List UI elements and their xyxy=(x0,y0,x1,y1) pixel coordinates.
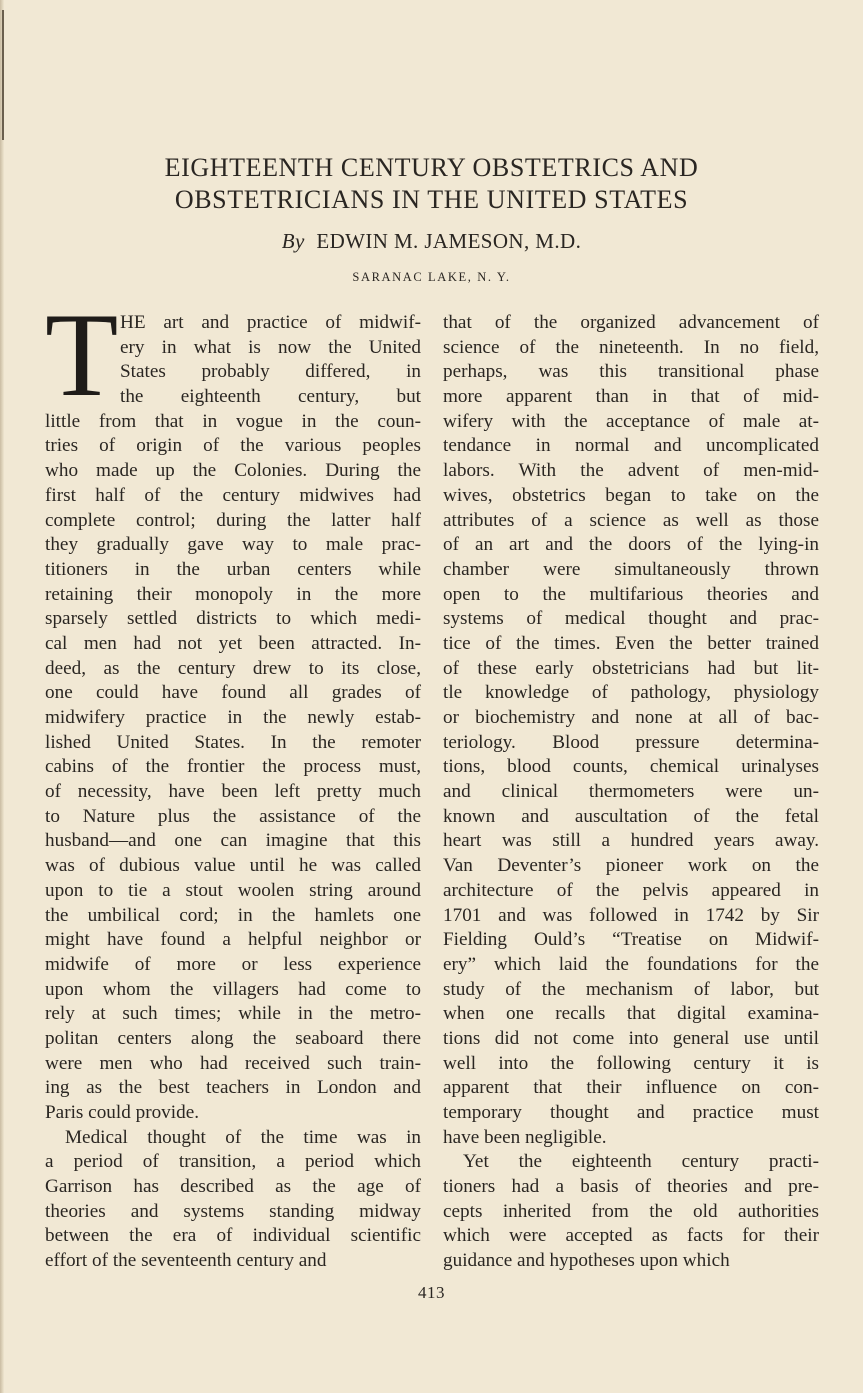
text-line: of an art and the doors of the lying-in xyxy=(443,534,819,556)
text-line: tions did not come into general use until xyxy=(443,1027,819,1049)
text-line: politan centers along the seaboard there xyxy=(45,1027,421,1049)
text-line: or biochemistry and none at all of bac- xyxy=(443,707,819,728)
text-line: HE art and practice of midwif- xyxy=(120,312,421,333)
right-column-text xyxy=(443,311,819,1274)
text-line: labors. With the advent of men-mid- xyxy=(443,460,819,482)
text-line: little from that in vogue in the coun- xyxy=(45,410,421,432)
text-line: when one recalls that digital examina- xyxy=(443,1003,819,1025)
text-line: complete control; during the latter half xyxy=(45,509,421,531)
byline-prefix: By xyxy=(281,229,305,253)
text-line: and clinical thermometers were un- xyxy=(443,781,819,803)
author-name: EDWIN M. JAMESON, M.D. xyxy=(316,229,582,253)
text-line: a period of transition, a period which xyxy=(45,1151,421,1173)
text-line: Paris could provide. xyxy=(45,1102,200,1123)
text-line: wives, obstetrics began to take on the xyxy=(443,484,819,506)
text-line: States probably differed, in xyxy=(120,361,421,383)
text-line: architecture of the pelvis appeared in xyxy=(443,879,819,901)
text-line: midwifery practice in the newly estab- xyxy=(45,707,421,728)
text-line: tions, blood counts, chemical urinalyses xyxy=(443,756,819,778)
text-line: science of the nineteenth. In no field, xyxy=(443,336,819,358)
text-line: was of dubious value until he was called xyxy=(45,855,421,877)
text-line: apparent that their influence on con- xyxy=(443,1077,819,1099)
text-line: one could have found all grades of xyxy=(45,682,421,704)
text-line: tice of the times. Even the better trained xyxy=(443,632,819,654)
text-line: tendance in normal and uncomplicated xyxy=(443,435,819,457)
text-line: sparsely settled districts to which medi- xyxy=(45,608,421,630)
text-line: guidance and hypotheses upon which xyxy=(443,1250,730,1272)
text-line: heart was still a hundred years away. xyxy=(443,830,819,852)
article-title-line-1: EIGHTEENTH CENTURY OBSTETRICS AND xyxy=(164,153,699,182)
text-line: known and auscultation of the fetal xyxy=(443,805,819,827)
binding-mark xyxy=(2,10,4,140)
text-line: deed, as the century drew to its close, xyxy=(45,657,421,679)
article-title-line-2: OBSTETRICIANS IN THE UNITED STATES xyxy=(174,185,689,214)
text-line: perhaps, was this transitional phase xyxy=(443,361,819,383)
text-line: ing as the best teachers in London and xyxy=(45,1077,421,1099)
page-number: 413 xyxy=(418,1283,445,1302)
text-line: to Nature plus the assistance of the xyxy=(45,805,421,827)
text-line: of these early obstetricians had but lit- xyxy=(443,657,819,679)
text-line: the umbilical cord; in the hamlets one xyxy=(45,904,421,926)
author-location: SARANAC LAKE, N. Y. xyxy=(352,270,511,284)
text-line: tries of origin of the various peoples xyxy=(45,435,421,457)
text-line: retaining their monopoly in the more xyxy=(45,583,421,605)
text-line: effort of the seventeenth century and xyxy=(45,1250,327,1272)
text-line: systems of medical thought and prac- xyxy=(443,608,819,630)
text-line: have been negligible. xyxy=(443,1126,607,1148)
text-line: that of the organized advancement of xyxy=(443,312,819,333)
text-line: tle knowledge of pathology, physiology xyxy=(443,682,819,704)
text-line: upon whom the villagers had come to xyxy=(45,978,421,1000)
text-line: rely at such times; while in the metro- xyxy=(45,1003,421,1025)
text-line: well into the following century it is xyxy=(443,1052,819,1074)
text-line: the eighteenth century, but xyxy=(120,386,421,408)
text-line: more apparent than in that of mid- xyxy=(443,386,819,408)
text-line: which were accepted as facts for their xyxy=(443,1225,819,1247)
byline xyxy=(0,229,863,254)
text-line: lished United States. In the remoter xyxy=(45,731,421,753)
text-line: husband—and one can imagine that this xyxy=(45,830,421,852)
text-line: Van Deventer’s pioneer work on the xyxy=(443,855,819,877)
text-line: 1701 and was followed in 1742 by Sir xyxy=(443,904,819,926)
text-line: who made up the Colonies. During the xyxy=(45,460,421,482)
text-line: Fielding Ould’s “Treatise on Midwif- xyxy=(443,929,819,951)
text-line: Garrison has described as the age of xyxy=(45,1176,421,1198)
text-line: were men who had received such train- xyxy=(45,1052,421,1074)
text-line: cepts inherited from the old authorities xyxy=(443,1200,819,1222)
drop-cap-letter: T xyxy=(45,288,119,421)
text-line: Medical thought of the time was in xyxy=(65,1126,421,1148)
text-line: between the era of individual scientific xyxy=(45,1225,421,1247)
text-line: temporary thought and practice must xyxy=(443,1102,819,1123)
text-line: chamber were simultaneously thrown xyxy=(443,558,819,580)
text-line: wifery with the acceptance of male at- xyxy=(443,410,819,432)
text-line: ery in what is now the United xyxy=(120,336,421,358)
text-line: open to the multifarious theories and xyxy=(443,583,819,605)
text-line: might have found a helpful neighbor or xyxy=(45,929,421,951)
text-line: cal men had not yet been attracted. In- xyxy=(45,632,421,654)
text-line: cabins of the frontier the process must, xyxy=(45,756,421,778)
text-line: they gradually gave way to male prac- xyxy=(45,534,421,556)
text-line: teriology. Blood pressure determina- xyxy=(443,731,819,753)
text-line: upon to tie a stout woolen string around xyxy=(45,879,421,901)
text-line: theories and systems standing midway xyxy=(45,1200,421,1222)
text-line: of necessity, have been left pretty much xyxy=(45,781,421,803)
left-column-text xyxy=(45,288,421,1274)
text-line: study of the mechanism of labor, but xyxy=(443,978,819,1000)
text-line: attributes of a science as well as those xyxy=(443,509,819,531)
text-line: ery” which laid the foundations for the xyxy=(443,953,819,975)
text-line: midwife of more or less experience xyxy=(45,953,421,975)
text-line: titioners in the urban centers while xyxy=(45,558,421,580)
text-line: Yet the eighteenth century practi- xyxy=(463,1151,819,1173)
text-line: tioners had a basis of theories and pre- xyxy=(443,1176,819,1198)
text-line: first half of the century midwives had xyxy=(45,484,421,506)
